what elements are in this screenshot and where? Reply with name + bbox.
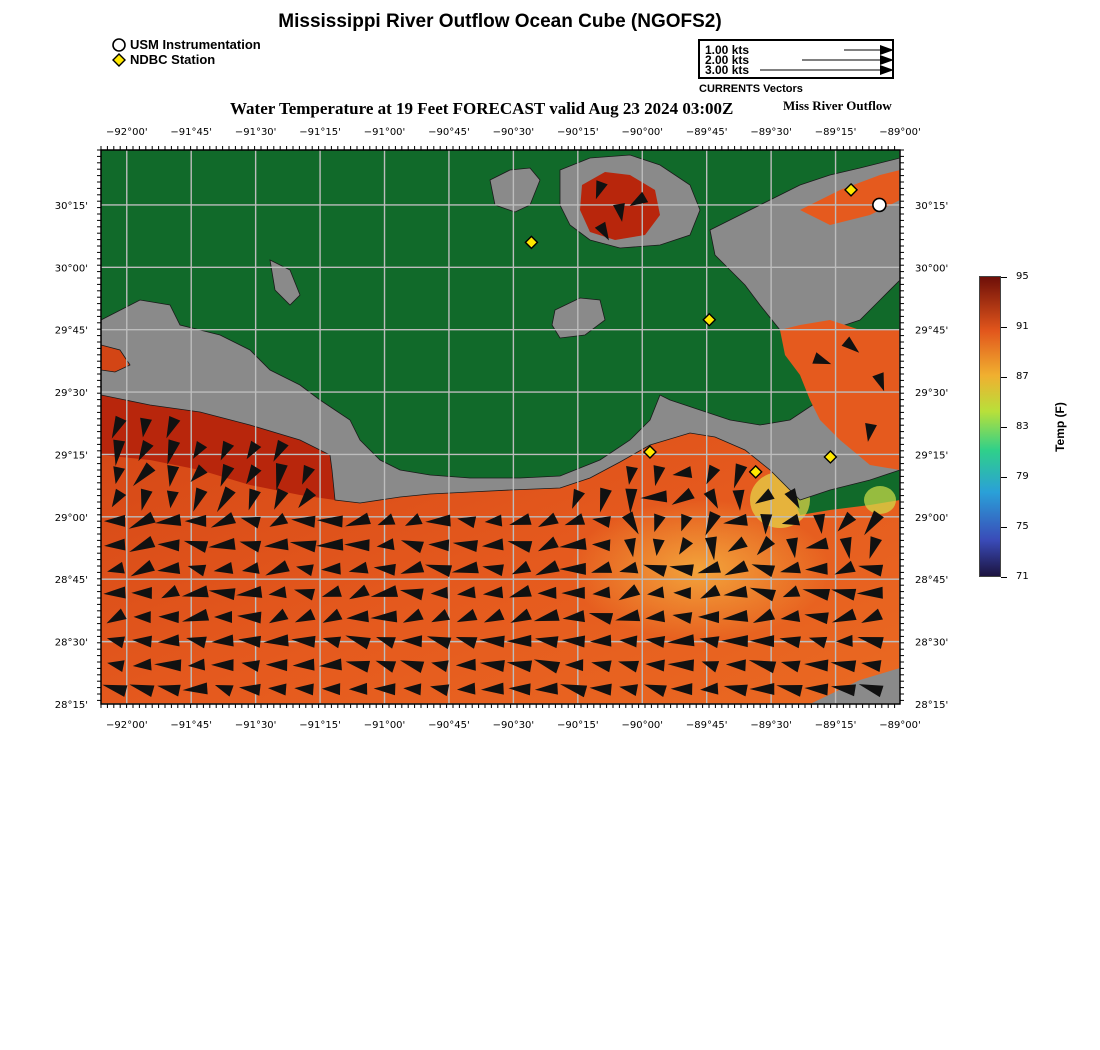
lat-label-right: 29°30' — [915, 388, 949, 400]
lat-label-right: 30°00' — [915, 263, 949, 275]
lon-label-bottom: −89°30' — [750, 720, 792, 731]
lon-labels-bottom — [106, 720, 921, 731]
lon-label-top: −90°15' — [557, 127, 599, 138]
map-subtitle: Water Temperature at 19 Feet FORECAST valid Aug 23 2024 03:00Z — [230, 99, 734, 118]
lon-label-top: −90°00' — [621, 127, 664, 138]
lat-label-right: 30°15' — [915, 200, 949, 212]
lon-labels-top — [106, 127, 921, 138]
vector-key-caption: CURRENTS Vectors — [699, 83, 803, 95]
lon-label-top: −91°15' — [299, 127, 341, 138]
lat-label-left: 29°45' — [54, 325, 88, 337]
colorbar-tick-label: 91 — [1016, 321, 1029, 332]
lon-label-top: −89°00' — [879, 127, 921, 138]
lon-label-bottom: −91°45' — [170, 720, 212, 731]
colorbar-tick-mark — [1001, 577, 1007, 578]
lon-label-top: −89°15' — [814, 127, 857, 138]
lat-label-right: 29°15' — [915, 450, 949, 462]
lat-label-right: 29°00' — [915, 512, 949, 524]
colorbar-title: Temp (F) — [1053, 402, 1067, 452]
lat-label-right: 28°45' — [915, 575, 949, 587]
lon-label-bottom: −91°30' — [234, 720, 277, 731]
legend-ndbc-label: NDBC Station — [130, 52, 216, 67]
lon-label-bottom: −91°00' — [363, 720, 406, 731]
colorbar-tick-mark — [1001, 427, 1007, 428]
lat-label-left: 28°45' — [54, 575, 88, 587]
colorbar-tick-label: 75 — [1016, 521, 1029, 532]
lon-label-top: −90°30' — [492, 127, 535, 138]
river-plume-3 — [864, 486, 896, 514]
map-content — [101, 150, 900, 704]
vector-key-label-3: 3.00 kts — [705, 63, 750, 77]
lon-label-bottom: −90°00' — [621, 720, 664, 731]
lon-label-bottom: −92°00' — [105, 720, 148, 731]
usm-station-marker — [873, 198, 886, 211]
lat-label-left: 28°15' — [54, 700, 88, 711]
lon-label-top: −90°45' — [428, 127, 470, 138]
colorbar-tick-mark — [1001, 327, 1007, 328]
lat-label-right: 28°15' — [915, 700, 949, 711]
colorbar-tick-label: 87 — [1016, 371, 1029, 382]
lon-label-top: −91°00' — [363, 127, 406, 138]
lon-label-bottom: −90°15' — [557, 720, 599, 731]
colorbar-tick-mark — [1001, 377, 1007, 378]
lat-label-left: 29°00' — [54, 512, 88, 524]
lat-label-left: 29°30' — [54, 388, 88, 400]
lat-label-left: 28°30' — [54, 637, 88, 649]
lat-label-left: 29°15' — [54, 450, 88, 462]
lat-label-left: 30°15' — [54, 200, 88, 212]
lon-label-bottom: −90°45' — [428, 720, 470, 731]
colorbar-tick-mark — [1001, 477, 1007, 478]
lon-label-top: −89°45' — [685, 127, 728, 138]
lat-label-left: 30°00' — [54, 263, 88, 275]
lat-label-right: 29°45' — [915, 325, 949, 337]
colorbar-tick-mark — [1001, 527, 1007, 528]
legend-usm-label: USM Instrumentation — [130, 37, 261, 52]
lon-label-top: −89°30' — [750, 127, 792, 138]
lat-labels-right — [915, 201, 948, 711]
lon-label-bottom: −91°15' — [299, 720, 341, 731]
lat-labels-left — [55, 201, 88, 711]
lon-label-top: −91°45' — [170, 127, 212, 138]
colorbar-tick-label: 95 — [1016, 271, 1029, 282]
vector-key-label-2: 2.00 kts — [705, 53, 750, 67]
lon-label-bottom: −89°45' — [685, 720, 728, 731]
lon-label-bottom: −89°15' — [814, 720, 857, 731]
lon-label-bottom: −89°00' — [879, 720, 921, 731]
region-label: Miss River Outflow — [783, 98, 892, 113]
colorbar-tick-label: 79 — [1016, 471, 1029, 482]
colorbar-tick-label: 83 — [1016, 421, 1029, 432]
colorbar — [979, 276, 1001, 577]
colorbar-tick-label: 71 — [1016, 571, 1029, 582]
lon-label-top: −91°30' — [234, 127, 277, 138]
lon-label-bottom: −90°30' — [492, 720, 535, 731]
page-title: Mississippi River Outflow Ocean Cube (NGOFS2) — [278, 11, 722, 32]
vector-key-label-1: 1.00 kts — [705, 43, 750, 57]
lat-label-right: 28°30' — [915, 637, 949, 649]
lon-label-top: −92°00' — [105, 127, 148, 138]
colorbar-tick-mark — [1001, 277, 1007, 278]
